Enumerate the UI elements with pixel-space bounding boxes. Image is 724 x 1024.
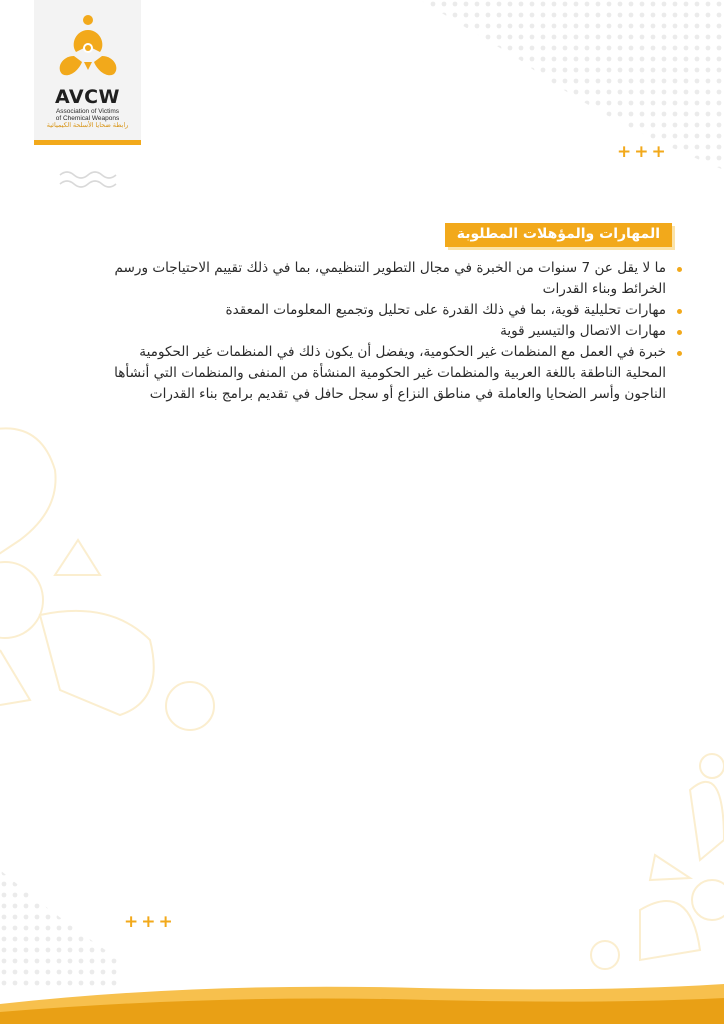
plus-decoration-top: +++ (617, 142, 669, 162)
plus-decoration-bottom: +++ (124, 912, 176, 932)
logo-acronym: AVCW (54, 86, 121, 108)
logo-name-arabic: رابطة ضحايا الأسلحة الكيميائية (46, 122, 129, 129)
logo-full-name (34, 108, 141, 129)
logo-name-line1: Association of Victims (55, 108, 120, 115)
list-item: ما لا يقل عن 7 سنوات من الخبرة في مجال التطوير التنظيمي، بما في ذلك تقييم الاحتياجات ورسم الخرائط وبناء القدرات (110, 258, 666, 300)
list-item: خبرة في العمل مع المنظمات غير الحكومية، ويفضل أن يكون ذلك في المنظمات غير الحكومية المحلية الناطقة باللغة العربية والمنظمات غير الحكومية المنشأة من المنفى والمنظمات التي أنشأها الناجون وأسر الضحايا والعاملة في مناطق النزاع أو سجل حافل في تقديم برامج بناء القدرات (110, 342, 666, 405)
section-heading: المهارات والمؤهلات المطلوبة (445, 223, 672, 247)
logo-accent-bar (34, 140, 141, 145)
list-item: مهارات الاتصال والتيسير قوية (110, 321, 666, 342)
organization-logo (34, 0, 141, 145)
requirements-list (110, 258, 680, 405)
hazard-symbol-icon (54, 12, 122, 82)
list-item: مهارات تحليلية قوية، بما في ذلك القدرة على تحليل وتجميع المعلومات المعقدة (110, 300, 666, 321)
logo-name-line2: of Chemical Weapons (55, 115, 120, 122)
footer-wave-band (0, 964, 724, 1024)
